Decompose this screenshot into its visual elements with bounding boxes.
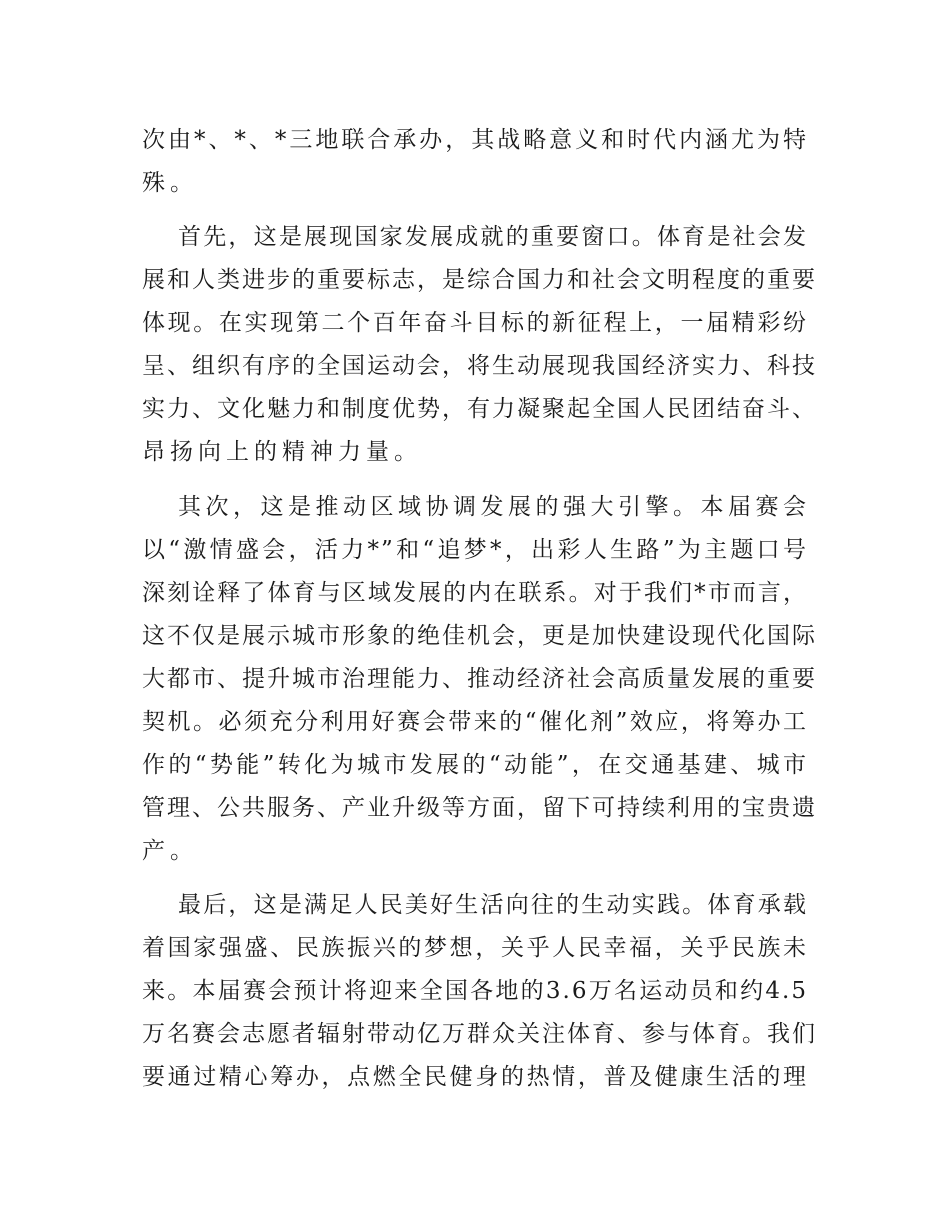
text-line: 着国家强盛、民族振兴的梦想，关乎人民幸福，关乎民族未 xyxy=(142,935,808,961)
text-line: 管理、公共服务、产业升级等方面，留下可持续利用的宝贵遗 xyxy=(142,795,817,821)
text-line: 次由*、*、*三地联合承办，其战略意义和时代内涵尤为特 xyxy=(142,127,808,153)
text-line: 首先，这是展现国家发展成就的重要窗口。体育是社会发 xyxy=(178,224,808,250)
text-line: 以“激情盛会，活力*”和“追梦*，出彩人生路”为主题口号 xyxy=(142,537,808,563)
text-line: 体现。在实现第二个百年奋斗目标的新征程上，一届精彩纷 xyxy=(142,310,808,336)
text-line: 作的“势能”转化为城市发展的“动能”，在交通基建、城市 xyxy=(142,752,808,778)
text-line: 产。 xyxy=(142,838,198,864)
text-line: 大都市、提升城市治理能力、推动经济社会高质量发展的重要 xyxy=(142,666,817,692)
text-line: 来。本届赛会预计将迎来全国各地的3.6万名运动员和约4.5 xyxy=(142,978,808,1004)
text-line: 深刻诠释了体育与区域发展的内在联系。对于我们*市而言， xyxy=(142,580,808,606)
text-line: 最后，这是满足人民美好生活向往的生动实践。体育承载 xyxy=(178,892,808,918)
text-line: 这不仅是展示城市形象的绝佳机会，更是加快建设现代化国际 xyxy=(142,623,817,649)
text-line: 契机。必须充分利用好赛会带来的“催化剂”效应，将筹办工 xyxy=(142,709,808,735)
text-line: 殊。 xyxy=(142,170,198,196)
text-line: 万名赛会志愿者辐射带动亿万群众关注体育、参与体育。我们 xyxy=(142,1021,817,1047)
text-line: 要通过精心筹办，点燃全民健身的热情，普及健康生活的理 xyxy=(142,1064,808,1090)
text-line: 昂扬向上的精神力量。 xyxy=(142,439,422,465)
text-line: 展和人类进步的重要标志，是综合国力和社会文明程度的重要 xyxy=(142,267,817,293)
text-line: 实力、文化魅力和制度优势，有力凝聚起全国人民团结奋斗、 xyxy=(142,396,817,422)
text-line: 呈、组织有序的全国运动会，将生动展现我国经济实力、科技 xyxy=(142,353,817,379)
text-line: 其次，这是推动区域协调发展的强大引擎。本届赛会 xyxy=(178,494,808,520)
